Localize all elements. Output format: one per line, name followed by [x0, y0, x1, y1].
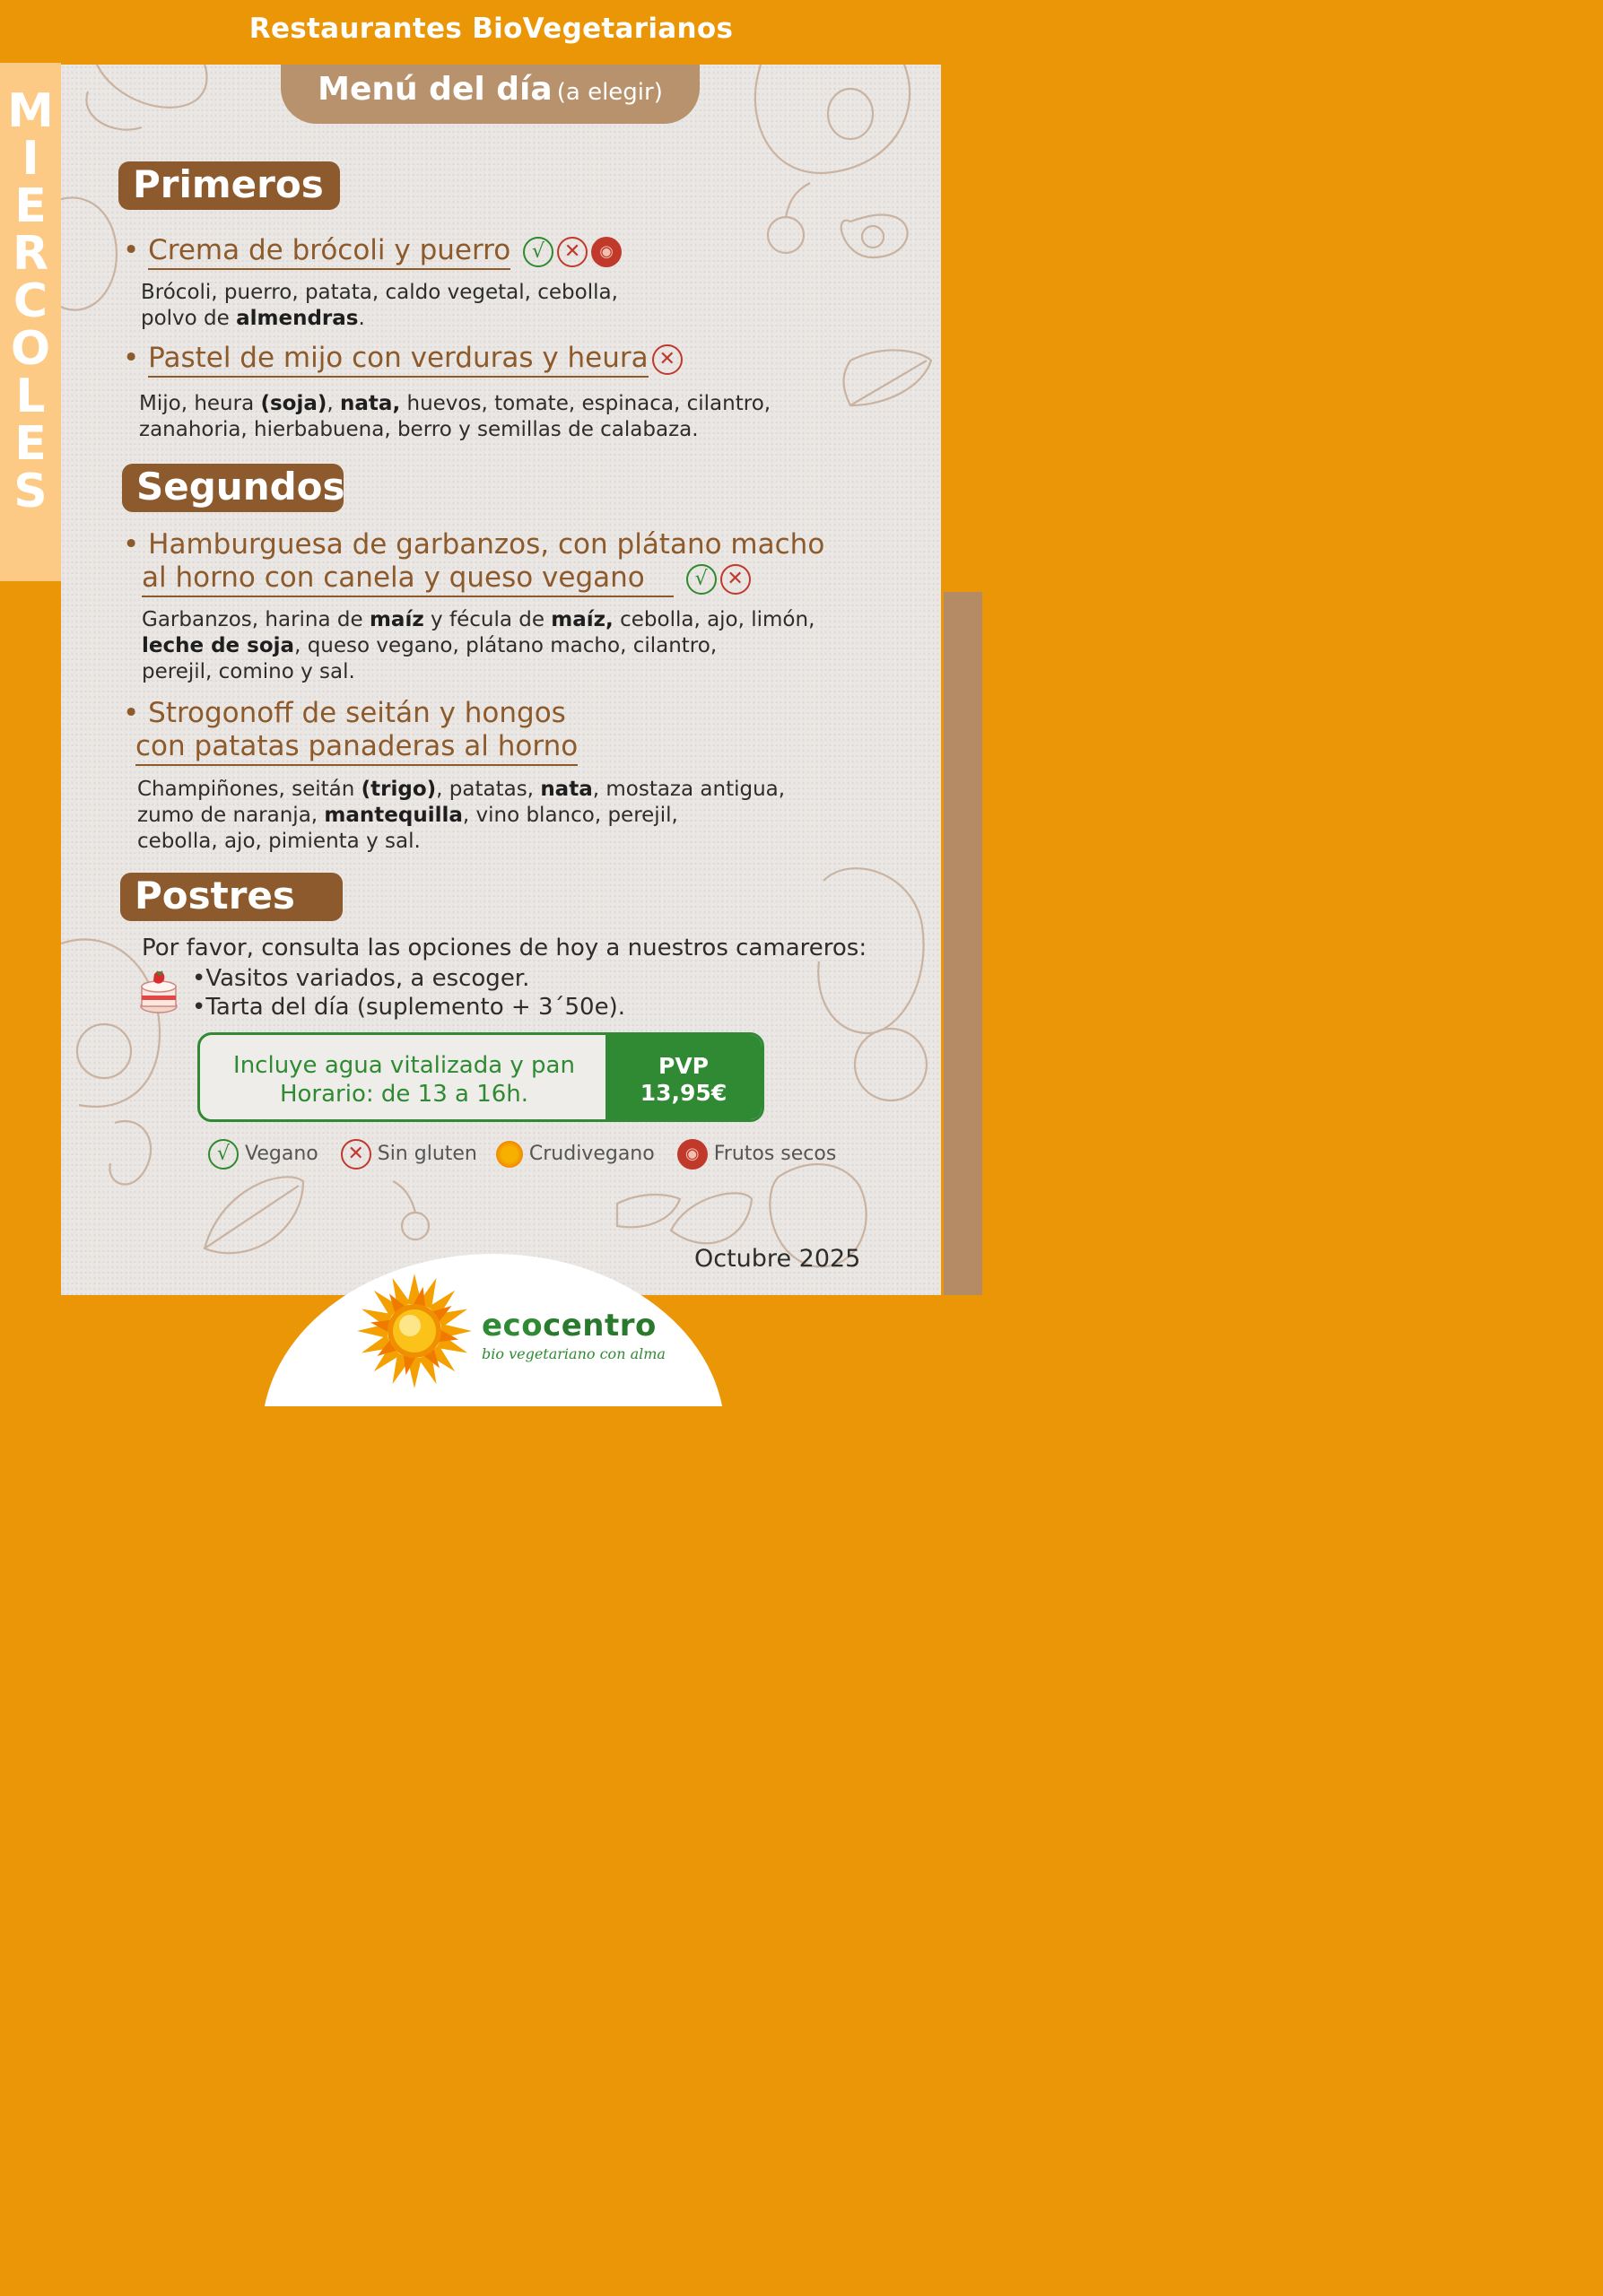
dish-description	[139, 391, 771, 443]
dish-title	[123, 528, 824, 597]
allergen-text: nata,	[340, 392, 401, 415]
text: cebolla, ajo, limón,	[613, 608, 815, 631]
dish-name: con patatas panaderas al horno	[135, 730, 578, 766]
brand-name-part: centro	[543, 1308, 657, 1344]
legend-item	[674, 1143, 837, 1165]
frutos-secos-icon	[591, 237, 622, 267]
day-letter: S	[13, 465, 48, 518]
description-line: Brócoli, puerro, patata, caldo vegetal, cebolla,	[141, 281, 618, 304]
day-of-week	[0, 84, 61, 518]
vegano-icon	[523, 237, 553, 267]
day-letter: E	[14, 179, 47, 233]
menu-subtitle: (a elegir)	[556, 79, 663, 106]
vegano-icon	[208, 1139, 239, 1170]
legend-item	[496, 1143, 655, 1165]
postre-item: •Vasitos variados, a escoger.	[192, 965, 530, 992]
sin-gluten-icon	[652, 344, 683, 375]
vegano-icon	[686, 564, 717, 595]
dish-name: Strogonoff de seitán y hongos	[148, 697, 566, 729]
section-postres: Postres	[120, 873, 343, 921]
text: zumo de naranja,	[137, 804, 325, 827]
bullet: •	[123, 234, 149, 266]
menu-title: Menú del día	[318, 71, 553, 108]
allergen-text: nata	[540, 778, 593, 801]
description-line	[141, 306, 618, 332]
allergen-text: mantequilla	[324, 804, 463, 827]
dish-name: al horno con canela y queso vegano	[142, 561, 674, 597]
crudivegano-icon	[496, 1141, 523, 1168]
legend-item	[205, 1143, 318, 1165]
description-line	[142, 607, 815, 633]
description-line	[137, 803, 785, 829]
price-panel	[605, 1035, 762, 1119]
description-line: perejil, comino y sal.	[142, 660, 355, 683]
sin-gluten-icon	[720, 564, 751, 595]
legend	[205, 1139, 849, 1170]
legend-item	[337, 1143, 477, 1165]
description-line	[139, 391, 771, 417]
legend-label: Sin gluten	[377, 1143, 477, 1165]
menu-date: Octubre 2025	[694, 1245, 861, 1273]
text: , mostaza antigua,	[592, 778, 786, 801]
info-line: Incluye agua vitalizada y pan	[233, 1052, 575, 1079]
section-primeros: Primeros	[118, 161, 340, 210]
dish-description	[137, 777, 785, 855]
dish-title	[123, 342, 683, 378]
postres-intro: Por favor, consulta las opciones de hoy a nuestros camareros:	[142, 935, 867, 961]
bullet: •	[123, 342, 149, 374]
text: Champiñones, seitán	[137, 778, 362, 801]
allergen-text: (trigo)	[361, 778, 437, 801]
description-line	[137, 777, 785, 803]
text: Garbanzos, harina de	[142, 608, 370, 631]
bullet: •	[123, 528, 149, 561]
menu-title-tab	[281, 65, 700, 124]
text: Mijo, heura	[139, 392, 261, 415]
allergen-text: leche de soja	[142, 634, 295, 657]
legend-label: Crudivegano	[528, 1143, 655, 1165]
text: , vino blanco, perejil,	[462, 804, 678, 827]
price-value: 13,95€	[640, 1080, 727, 1106]
dish-name: Hamburguesa de garbanzos, con plátano macho	[148, 528, 825, 561]
restaurant-title: Restaurantes BioVegetarianos	[248, 13, 734, 45]
day-letter: E	[14, 417, 47, 471]
menu-page	[0, 0, 982, 1406]
day-letter: C	[13, 274, 48, 328]
legend-label: Frutos secos	[713, 1143, 837, 1165]
day-letter: O	[10, 322, 51, 376]
postre-item: •Tarta del día (suplemento + 3´50e).	[192, 994, 625, 1021]
dish-name: Crema de brócoli y puerro	[148, 234, 510, 270]
description-line: cebolla, ajo, pimienta y sal.	[137, 830, 421, 853]
brand-name	[482, 1308, 657, 1344]
day-letter: L	[15, 370, 46, 423]
description-line	[142, 633, 815, 659]
dish-name: Pastel de mijo con verduras y heura	[148, 342, 649, 378]
right-accent-band	[944, 592, 982, 1295]
text: polvo de	[141, 307, 237, 330]
dish-description	[141, 280, 618, 332]
text: , queso vegano, plátano macho, cilantro,	[294, 634, 718, 657]
description-line: zanahoria, hierbabuena, berro y semillas de calabaza.	[139, 418, 699, 441]
dish-name-line	[123, 528, 824, 561]
dish-name-line	[123, 561, 824, 597]
allergen-text: almendras	[236, 307, 359, 330]
legend-label: Vegano	[245, 1143, 318, 1165]
dish-title	[123, 234, 622, 270]
schedule: Horario: de 13 a 16h.	[279, 1081, 529, 1108]
brand-name-part: eco	[482, 1308, 544, 1344]
allergen-text: maíz	[369, 608, 424, 631]
allergen-text: (soja)	[260, 392, 327, 415]
day-letter: M	[7, 84, 54, 138]
text: huevos, tomate, espinaca, cilantro,	[400, 392, 771, 415]
sin-gluten-icon	[557, 237, 588, 267]
bullet: •	[123, 697, 149, 729]
text: ,	[327, 392, 341, 415]
sun-logo-icon	[355, 1272, 474, 1390]
text: .	[358, 307, 365, 330]
dish-title	[123, 697, 578, 766]
day-letter: I	[22, 132, 39, 186]
allergen-text: maíz,	[551, 608, 614, 631]
section-segundos: Segundos	[122, 464, 344, 512]
info-price-box	[197, 1032, 764, 1122]
brand-tagline: bio vegetariano con alma	[482, 1345, 666, 1362]
day-letter: R	[12, 227, 49, 281]
sin-gluten-icon	[341, 1139, 371, 1170]
text: , patatas,	[436, 778, 541, 801]
info-text	[200, 1035, 608, 1119]
dish-description	[142, 607, 815, 685]
dish-name-line	[123, 697, 578, 730]
text: y fécula de	[423, 608, 552, 631]
price-label: PVP	[658, 1053, 709, 1079]
cake-icon	[137, 967, 180, 1015]
frutos-secos-icon	[677, 1139, 708, 1170]
dish-name-line	[123, 730, 578, 766]
